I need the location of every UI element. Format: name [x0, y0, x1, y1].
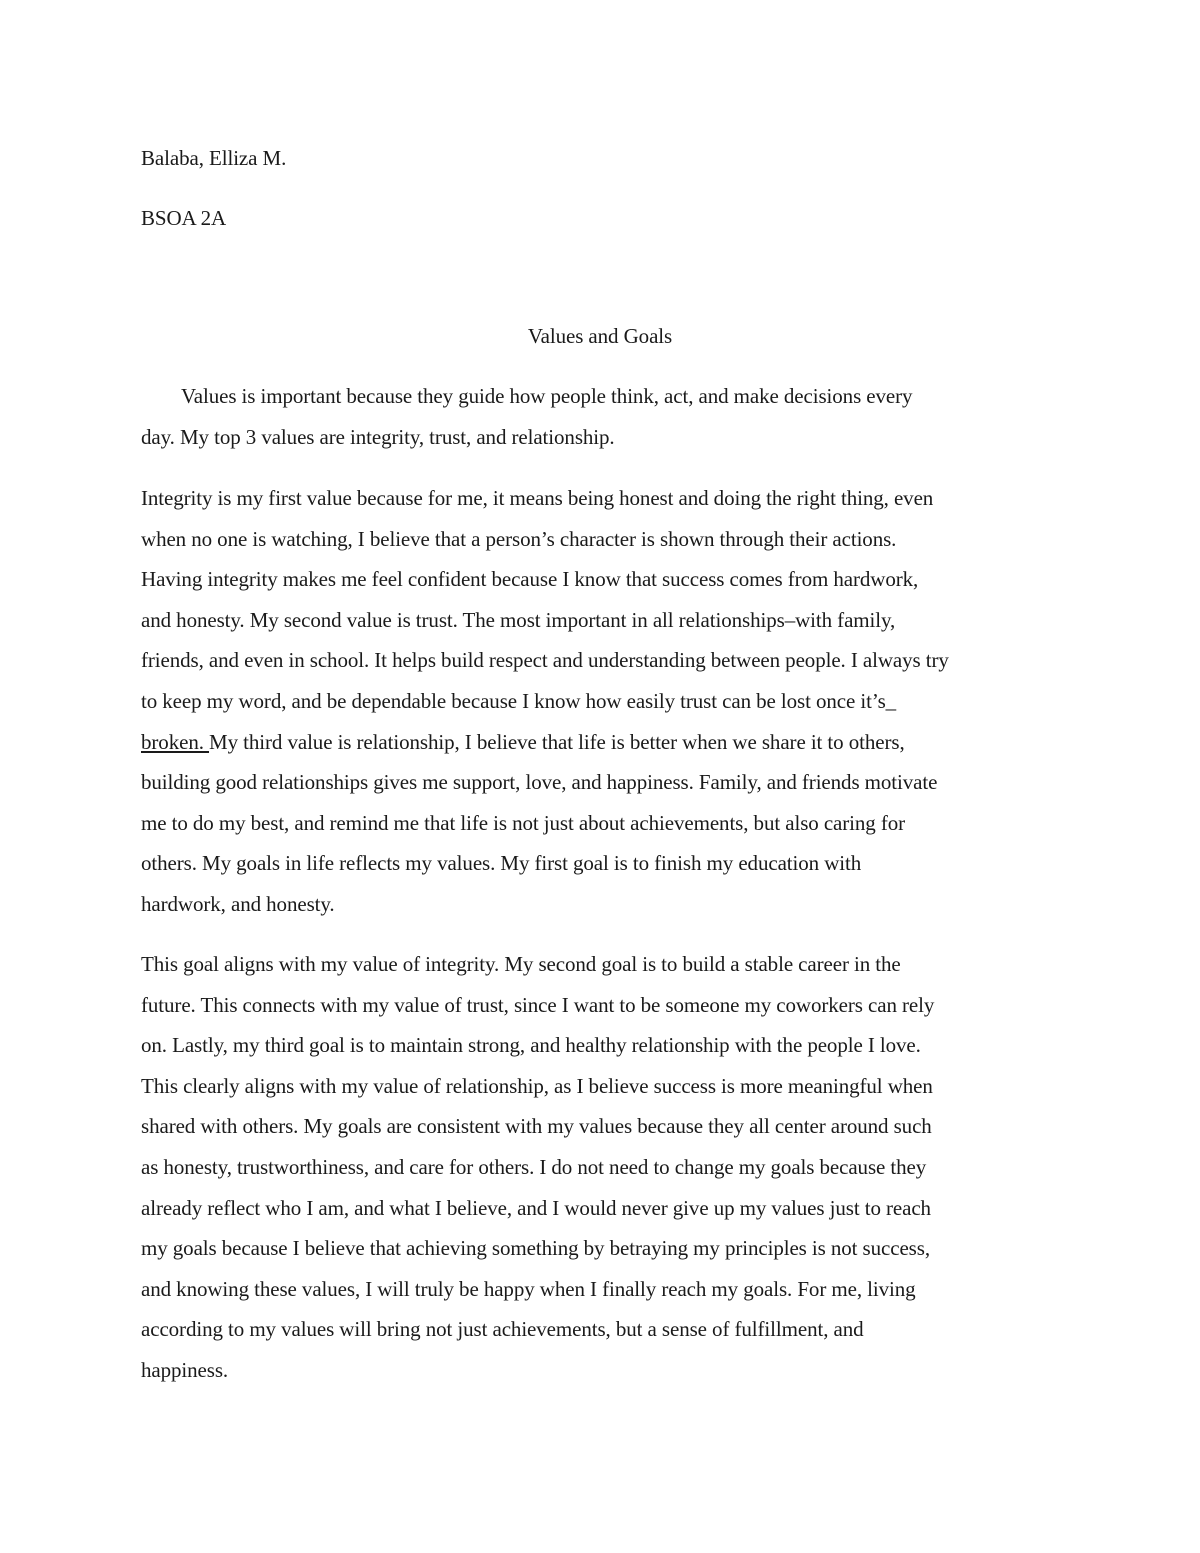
paragraph-line: others. My goals in life reflects my values. My first goal is to finish my education with	[141, 851, 862, 876]
paragraph-line: building good relationships gives me support, love, and happiness. Family, and friends motivate	[141, 770, 938, 795]
paragraph-line: on. Lastly, my third goal is to maintain strong, and healthy relationship with the people I love.	[141, 1033, 921, 1058]
document-title: Values and Goals	[527, 324, 673, 348]
paragraph-line: day. My top 3 values are integrity, trust, and relationship.	[141, 424, 615, 449]
paragraph-line: already reflect who I am, and what I believe, and I would never give up my values just to reach	[141, 1195, 931, 1220]
paragraph-line: my goals because I believe that achieving something by betraying my principles is not success,	[141, 1236, 930, 1261]
paragraph-goals	[141, 944, 1061, 1391]
paragraph-line: This clearly aligns with my value of relationship, as I believe success is more meaningful when	[141, 1073, 933, 1098]
paragraph-intro	[141, 376, 1061, 457]
paragraph-values	[141, 478, 1061, 925]
paragraph-line: according to my values will bring not just achievements, but a sense of fulfillment, and	[141, 1317, 864, 1342]
paragraph-line: when no one is watching, I believe that a person’s character is shown through their actions.	[141, 526, 897, 551]
paragraph-line: as honesty, trustworthiness, and care for others. I do not need to change my goals because they	[141, 1154, 927, 1179]
line-continuation: My third value is relationship, I believe that life is better when we share it to others,	[209, 729, 905, 754]
paragraph-line: me to do my best, and remind me that life is not just about achievements, but also caring for	[141, 810, 906, 835]
class-section: BSOA 2A	[141, 206, 227, 230]
paragraph-line: Having integrity makes me feel confident because I know that success comes from hardwork,	[141, 567, 919, 592]
paragraph-line: friends, and even in school. It helps build respect and understanding between people. I always try	[141, 648, 949, 673]
paragraph-line: This goal aligns with my value of integrity. My second goal is to build a stable career in the	[141, 952, 901, 976]
paragraph-line: future. This connects with my value of trust, since I want to be someone my coworkers can rely	[141, 992, 935, 1017]
paragraph-line: happiness.	[141, 1357, 229, 1382]
paragraph-line: and honesty. My second value is trust. The most important in all relationships–with family,	[141, 607, 896, 632]
paragraph-line	[141, 722, 1061, 763]
paragraph-line: Integrity is my first value because for me, it means being honest and doing the right thing, even	[141, 486, 934, 510]
paragraph-line: and knowing these values, I will truly be happy when I finally reach my goals. For me, living	[141, 1276, 916, 1301]
paragraph-line: Values is important because they guide how people think, act, and make decisions every	[181, 384, 913, 408]
paragraph-line: hardwork, and honesty.	[141, 891, 335, 916]
author-name: Balaba, Elliza M.	[141, 146, 287, 170]
paragraph-line: to keep my word, and be dependable because I know how easily trust can be lost once it’s_	[141, 688, 897, 713]
underlined-text: broken.	[141, 729, 210, 754]
paragraph-line: shared with others. My goals are consistent with my values because they all center around such	[141, 1114, 932, 1139]
